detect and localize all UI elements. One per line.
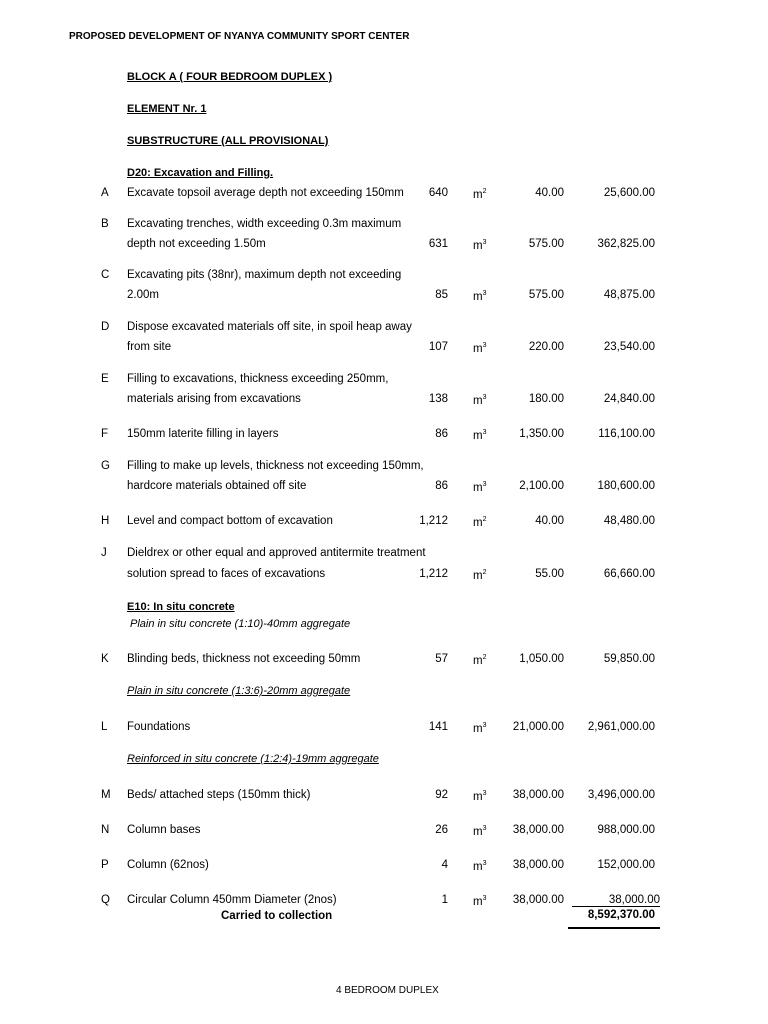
item-rate: 220.00 [528, 341, 564, 353]
item-quantity: 85 [435, 289, 448, 301]
item-rate: 575.00 [528, 289, 564, 301]
unit-exponent: 3 [482, 239, 487, 246]
item-rate: 38,000.00 [512, 859, 564, 871]
project-title: PROPOSED DEVELOPMENT OF NYANYA COMMUNITY SPORT CENTER [69, 31, 410, 42]
unit-exponent: 3 [482, 825, 487, 832]
item-letter: Q [101, 894, 110, 906]
item-rate: 1,350.00 [519, 428, 564, 440]
item-letter: B [101, 218, 109, 230]
item-description: Column bases [127, 824, 201, 836]
item-letter: P [101, 859, 109, 871]
item-rate: 40.00 [535, 515, 564, 527]
d20-heading: D20: Excavation and Filling. [127, 167, 274, 179]
item-letter: D [101, 321, 110, 333]
item-letter: N [101, 824, 110, 836]
item-description: Dispose excavated materials off site, in spoil heap away [127, 321, 412, 333]
item-quantity: 1 [441, 894, 448, 906]
unit-symbol: m [473, 517, 483, 529]
item-description: Excavating pits (38nr), maximum depth not exceeding [127, 269, 402, 281]
unit-symbol: m [473, 189, 483, 201]
item-letter: G [101, 460, 110, 472]
item-description-continued: hardcore materials obtained off site [127, 480, 307, 492]
item-description: Excavating trenches, width exceeding 0.3m maximum [127, 218, 402, 230]
item-rate: 55.00 [535, 568, 564, 580]
item-letter: C [101, 269, 110, 281]
item-quantity: 92 [435, 789, 448, 801]
item-letter: K [101, 653, 109, 665]
item-rate: 38,000.00 [512, 894, 564, 906]
item-amount: 48,480.00 [603, 515, 655, 527]
item-quantity: 4 [441, 859, 448, 871]
item-quantity: 1,212 [419, 568, 448, 580]
unit-exponent: 3 [482, 429, 487, 436]
item-description: Circular Column 450mm Diameter (2nos) [127, 894, 337, 906]
item-letter: H [101, 515, 110, 527]
item-description-continued: from site [127, 341, 172, 353]
item-description: Dieldrex or other equal and approved antitermite treatment [127, 547, 426, 559]
item-quantity: 26 [435, 824, 448, 836]
unit-exponent: 3 [482, 895, 487, 902]
e10-subheading-plain-1-3-6: Plain in situ concrete (1:3:6)-20mm aggregate [127, 685, 351, 697]
item-quantity: 138 [428, 393, 448, 405]
item-rate: 38,000.00 [512, 789, 564, 801]
item-description: Foundations [127, 721, 191, 733]
unit-symbol: m [473, 655, 483, 667]
item-description: Excavate topsoil average depth not exceeding 150mm [127, 187, 404, 199]
footer-text-clipped: 4 BEDROOM DUPLEX [336, 985, 439, 996]
item-quantity: 1,212 [419, 515, 448, 527]
item-amount: 116,100.00 [598, 428, 655, 440]
unit-exponent: 3 [482, 342, 487, 349]
item-quantity: 141 [428, 721, 448, 733]
item-amount: 3,496,000.00 [587, 789, 655, 801]
item-quantity: 631 [428, 238, 448, 250]
item-quantity: 57 [435, 653, 448, 665]
unit-symbol: m [473, 826, 483, 838]
item-letter: A [101, 187, 109, 199]
item-quantity: 640 [428, 187, 448, 199]
e10-subheading-plain-1-10: Plain in situ concrete (1:10)-40mm aggregate [130, 618, 351, 630]
carried-total: 8,592,370.00 [587, 909, 655, 921]
unit-symbol: m [473, 896, 483, 908]
item-rate: 180.00 [528, 393, 564, 405]
section-title: SUBSTRUCTURE (ALL PROVISIONAL) [127, 135, 329, 147]
block-title: BLOCK A ( FOUR BEDROOM DUPLEX ) [127, 71, 333, 83]
item-letter: M [101, 789, 111, 801]
item-amount: 48,875.00 [603, 289, 655, 301]
unit-exponent: 3 [482, 290, 487, 297]
item-letter: L [101, 721, 108, 733]
item-rate: 40.00 [535, 187, 564, 199]
e10-heading: E10: In situ concrete [127, 601, 235, 613]
item-rate: 21,000.00 [512, 721, 564, 733]
item-description-continued: 2.00m [127, 289, 159, 301]
item-description: Column (62nos) [127, 859, 209, 871]
item-amount: 180,600.00 [597, 480, 655, 492]
unit-exponent: 3 [482, 722, 487, 729]
item-description-continued: materials arising from excavations [127, 393, 301, 405]
item-rate: 2,100.00 [519, 480, 564, 492]
item-rate: 38,000.00 [512, 824, 564, 836]
item-amount: 2,961,000.00 [587, 721, 655, 733]
unit-symbol: m [473, 395, 483, 407]
unit-symbol: m [473, 240, 483, 252]
item-description: 150mm laterite filling in layers [127, 428, 279, 440]
item-letter: J [101, 547, 107, 559]
item-description: Filling to excavations, thickness exceeding 250mm, [127, 373, 389, 385]
item-amount: 152,000.00 [597, 859, 655, 871]
unit-symbol: m [473, 791, 483, 803]
item-quantity: 86 [435, 480, 448, 492]
item-letter: F [101, 428, 109, 440]
item-amount: 59,850.00 [603, 653, 655, 665]
unit-symbol: m [473, 482, 483, 494]
carried-to-collection-label: Carried to collection [221, 910, 333, 922]
unit-symbol: m [473, 570, 483, 582]
unit-symbol: m [473, 291, 483, 303]
unit-exponent: 2 [482, 188, 487, 195]
item-amount: 23,540.00 [603, 341, 655, 353]
unit-symbol: m [473, 430, 483, 442]
item-description: Filling to make up levels, thickness not exceeding 150mm, [127, 460, 424, 472]
unit-symbol: m [473, 861, 483, 873]
item-amount: 24,840.00 [603, 393, 655, 405]
unit-exponent: 3 [482, 394, 487, 401]
unit-exponent: 3 [482, 790, 487, 797]
e10-subheading-reinforced: Reinforced in situ concrete (1:2:4)-19mm aggregate [127, 753, 379, 765]
unit-exponent: 2 [482, 654, 487, 661]
item-rate: 1,050.00 [519, 653, 564, 665]
item-letter: E [101, 373, 109, 385]
item-rate: 575.00 [528, 238, 564, 250]
unit-exponent: 2 [482, 569, 487, 576]
item-amount: 25,600.00 [603, 187, 655, 199]
unit-exponent: 2 [482, 516, 487, 523]
total-double-rule [568, 927, 660, 929]
item-quantity: 107 [428, 341, 448, 353]
item-amount: 988,000.00 [597, 824, 655, 836]
unit-exponent: 3 [482, 860, 487, 867]
element-title: ELEMENT Nr. 1 [127, 103, 207, 115]
unit-symbol: m [473, 723, 483, 735]
unit-exponent: 3 [482, 481, 487, 488]
item-amount: 66,660.00 [603, 568, 655, 580]
item-amount: 38,000.00 [572, 894, 660, 907]
item-description-continued: depth not exceeding 1.50m [127, 238, 266, 250]
item-quantity: 86 [435, 428, 448, 440]
item-description-continued: solution spread to faces of excavations [127, 568, 326, 580]
item-description: Blinding beds, thickness not exceeding 50mm [127, 653, 361, 665]
item-description: Beds/ attached steps (150mm thick) [127, 789, 311, 801]
unit-symbol: m [473, 343, 483, 355]
item-description: Level and compact bottom of excavation [127, 515, 333, 527]
item-amount: 362,825.00 [597, 238, 655, 250]
